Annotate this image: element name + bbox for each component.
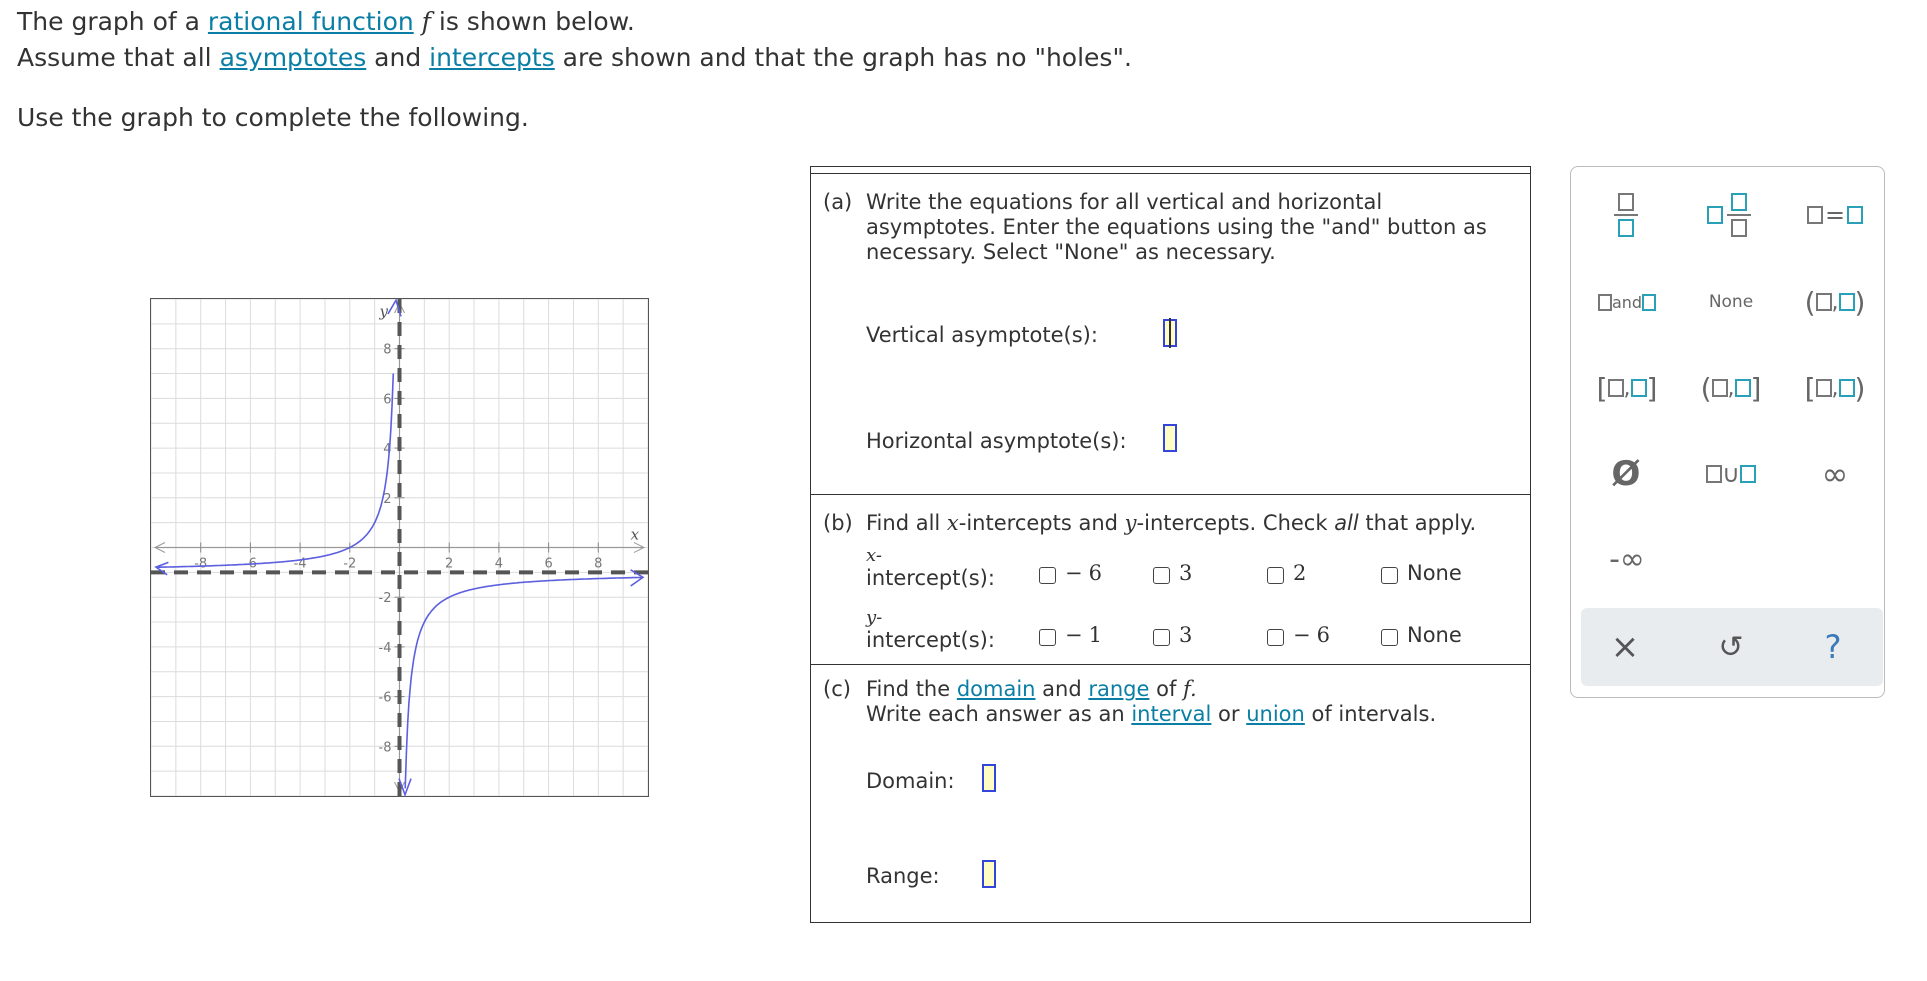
link-domain[interactable]: domain <box>956 677 1036 701</box>
open-open-interval-button[interactable]: ( , ) <box>1804 285 1866 319</box>
x-axis-label: x <box>630 525 640 544</box>
part-a <box>811 173 1530 495</box>
var-f: f <box>421 7 431 36</box>
question-panel <box>810 166 1531 923</box>
x-intercept-option-1-checkbox[interactable] <box>1039 567 1056 584</box>
clear-button[interactable]: × <box>1610 627 1640 667</box>
palette-controls <box>1581 608 1883 686</box>
and-button[interactable]: and <box>1585 281 1669 323</box>
negative-infinity-button[interactable]: -∞ <box>1609 541 1645 577</box>
x-intercept-option-1-label: − 6 <box>1065 561 1102 585</box>
y-intercept-none-checkbox[interactable] <box>1381 629 1398 646</box>
y-intercept-option-3-checkbox[interactable] <box>1267 629 1284 646</box>
y-intercept-option-1-label: − 1 <box>1065 623 1102 647</box>
x-tick-label: 6 <box>544 556 553 572</box>
infinity-button[interactable]: ∞ <box>1821 455 1849 493</box>
x-intercept-option-2-label: 3 <box>1179 561 1193 585</box>
closed-closed-interval-button[interactable]: [ , ] <box>1596 371 1658 405</box>
part-c-tag: (c) <box>823 677 851 701</box>
equals-button[interactable]: = <box>1795 187 1875 243</box>
undo-button[interactable]: ↺ <box>1718 629 1744 665</box>
link-intercepts[interactable]: intercepts <box>429 43 555 72</box>
none-button[interactable]: None <box>1708 292 1754 312</box>
math-palette <box>1570 166 1885 698</box>
y-axis-label: y <box>379 302 388 321</box>
y-tick-label: 2 <box>383 491 392 507</box>
link-union[interactable]: union <box>1246 702 1305 726</box>
range-label: Range: <box>866 864 940 888</box>
part-b-tag: (b) <box>823 511 853 535</box>
y-intercept-none-label: None <box>1407 623 1462 647</box>
domain-label: Domain: <box>866 769 955 793</box>
part-b <box>811 495 1530 665</box>
intro-text <box>17 4 1132 136</box>
x-tick-label: -8 <box>194 556 208 572</box>
intro-line-1: The graph of a rational function f is shown below. <box>17 7 635 36</box>
vertical-asymptote-input[interactable] <box>1163 319 1177 347</box>
fraction-button[interactable] <box>1591 187 1661 243</box>
horizontal-asymptote-input[interactable] <box>1163 424 1177 452</box>
y-intercept-option-2-label: 3 <box>1179 623 1193 647</box>
x-tick-label: 8 <box>594 556 603 572</box>
empty-set-button[interactable]: Ø <box>1611 454 1641 494</box>
y-tick-label: -8 <box>378 740 392 756</box>
range-input[interactable] <box>982 860 996 888</box>
function-graph <box>150 298 649 797</box>
x-tick-label: -2 <box>343 556 357 572</box>
y-tick-label: 8 <box>383 342 392 358</box>
link-rational-function[interactable]: rational function <box>207 7 414 36</box>
x-intercept-none-label: None <box>1407 561 1462 585</box>
horizontal-asymptote-label: Horizontal asymptote(s): <box>866 429 1127 453</box>
part-c <box>811 665 1530 922</box>
x-intercept-option-3-checkbox[interactable] <box>1267 567 1284 584</box>
part-c-statement: Find the domain and range of f. Write each answer as an interval or union of intervals. <box>866 677 1437 726</box>
domain-input[interactable] <box>982 764 996 792</box>
y-intercept-option-2-checkbox[interactable] <box>1153 629 1170 646</box>
link-range[interactable]: range <box>1088 677 1150 701</box>
part-b-statement: Find all x-intercepts and y-intercepts. Check all that apply. <box>866 511 1477 535</box>
help-button[interactable]: ? <box>1824 628 1842 666</box>
x-intercept-none-checkbox[interactable] <box>1381 567 1398 584</box>
link-asymptotes[interactable]: asymptotes <box>219 43 367 72</box>
x-tick-label: -6 <box>243 556 257 572</box>
closed-open-interval-button[interactable]: [ , ) <box>1804 371 1866 405</box>
x-intercept-label: x- intercept(s): <box>866 545 995 590</box>
y-intercept-option-1-checkbox[interactable] <box>1039 629 1056 646</box>
union-button[interactable]: ∪ <box>1691 449 1771 499</box>
left-branch-curve <box>156 374 393 568</box>
x-tick-label: 4 <box>494 556 504 572</box>
link-interval[interactable]: interval <box>1131 702 1212 726</box>
x-intercept-option-2-checkbox[interactable] <box>1153 567 1170 584</box>
y-intercept-option-3-label: − 6 <box>1293 623 1330 647</box>
graph-canvas <box>151 299 648 796</box>
x-tick-label: 2 <box>445 556 454 572</box>
part-a-tag: (a) <box>823 190 853 214</box>
y-tick-label: 4 <box>383 442 392 458</box>
part-a-statement: Write the equations for all vertical and horizontal asymptotes. Enter the equations using the "and" button as necessary. Select "None" as necessary. <box>866 190 1487 264</box>
y-tick-label: 6 <box>383 392 392 408</box>
open-closed-interval-button[interactable]: ( , ] <box>1700 371 1762 405</box>
intro-line-2: Assume that all asymptotes and intercepts are shown and that the graph has no "holes". <box>17 43 1132 72</box>
vertical-asymptote-label: Vertical asymptote(s): <box>866 323 1098 347</box>
y-intercept-label: y- intercept(s): <box>866 607 995 652</box>
y-tick-label: -2 <box>378 591 392 607</box>
x-intercept-option-3-label: 2 <box>1293 561 1307 585</box>
y-tick-label: -6 <box>378 690 392 706</box>
mixed-number-button[interactable] <box>1689 187 1769 243</box>
intro-line-3: Use the graph to complete the following. <box>17 103 529 132</box>
x-tick-label: -4 <box>293 556 307 572</box>
y-tick-label: -4 <box>378 640 392 656</box>
